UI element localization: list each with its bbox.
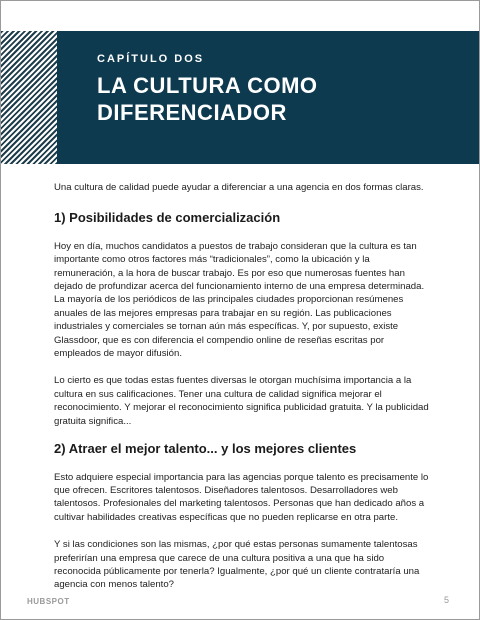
section-2-paragraph-1: Esto adquiere especial importancia para las agencias porque talento es precisamente lo que ofrecen. Escritores talentosos. Diseñadores talentosos. Desarrolladores web talentosos. Profesionales del marketing talentosos. Personas que han dedicado años a cultivar habilidades creativas específicas que no pueden replicarse en otra parte.	[54, 471, 429, 523]
footer-brand: HUBSPOT	[27, 597, 70, 606]
chapter-title-line-2: DIFERENCIADOR	[97, 100, 287, 125]
section-2-paragraph-2: Y si las condiciones son las mismas, ¿por qué estas personas sumamente talentosas preferirían una empresa que carece de una cultura positiva a una que ha sido reconocida públicamente por tenerla? Igualmente, ¿por qué un cliente contrataría una agencia con menos talento?	[54, 539, 420, 591]
page-number: 5	[443, 595, 449, 605]
section-1-heading: 1) Posibilidades de comercialización	[54, 210, 281, 226]
body-content	[54, 181, 430, 606]
chapter-title-line-1: LA CULTURA COMO	[97, 73, 318, 98]
chapter-title	[97, 72, 479, 126]
section-1-paragraph-1: Hoy en día, muchos candidatos a puestos de trabajo consideran que la cultura es tan importante como otros factores más “tradicionales”, como la ubicación y la remuneración, a la hora de buscar trabajo. Es por eso que numerosas fuentes han dejado de profundizar acerca del funcionamiento interno de una empresa determinada. La mayoría de los periódicos de las principales ciudades proporcionan resúmenes anuales de las mejores empresas para trabajar en su región. Las publicaciones industriales y comerciales se tornan aún más específicas. Y, por supuesto, existe Glassdoor, que es con diferencia el compendio online de reseñas escritas por empleados de mayor difusión.	[54, 240, 425, 360]
section-2-heading: 2) Atraer el mejor talento... y los mejores clientes	[54, 441, 357, 457]
intro-paragraph: Una cultura de calidad puede ayudar a diferenciar a una agencia en dos formas claras.	[54, 182, 424, 193]
banner-band	[57, 31, 479, 164]
section-1-paragraph-2: Lo cierto es que todas estas fuentes diversas le otorgan muchísima importancia a la cultura en sus calificaciones. Tener una cultura de calidad significa mejorar el reconocimiento. Y mejorar el reconocimiento significa publicidad gratuita. Y la publicidad gratuita significa...	[54, 375, 429, 427]
chapter-label: CAPÍTULO DOS	[97, 53, 205, 65]
striped-decoration	[1, 31, 57, 164]
chapter-banner	[1, 31, 479, 164]
